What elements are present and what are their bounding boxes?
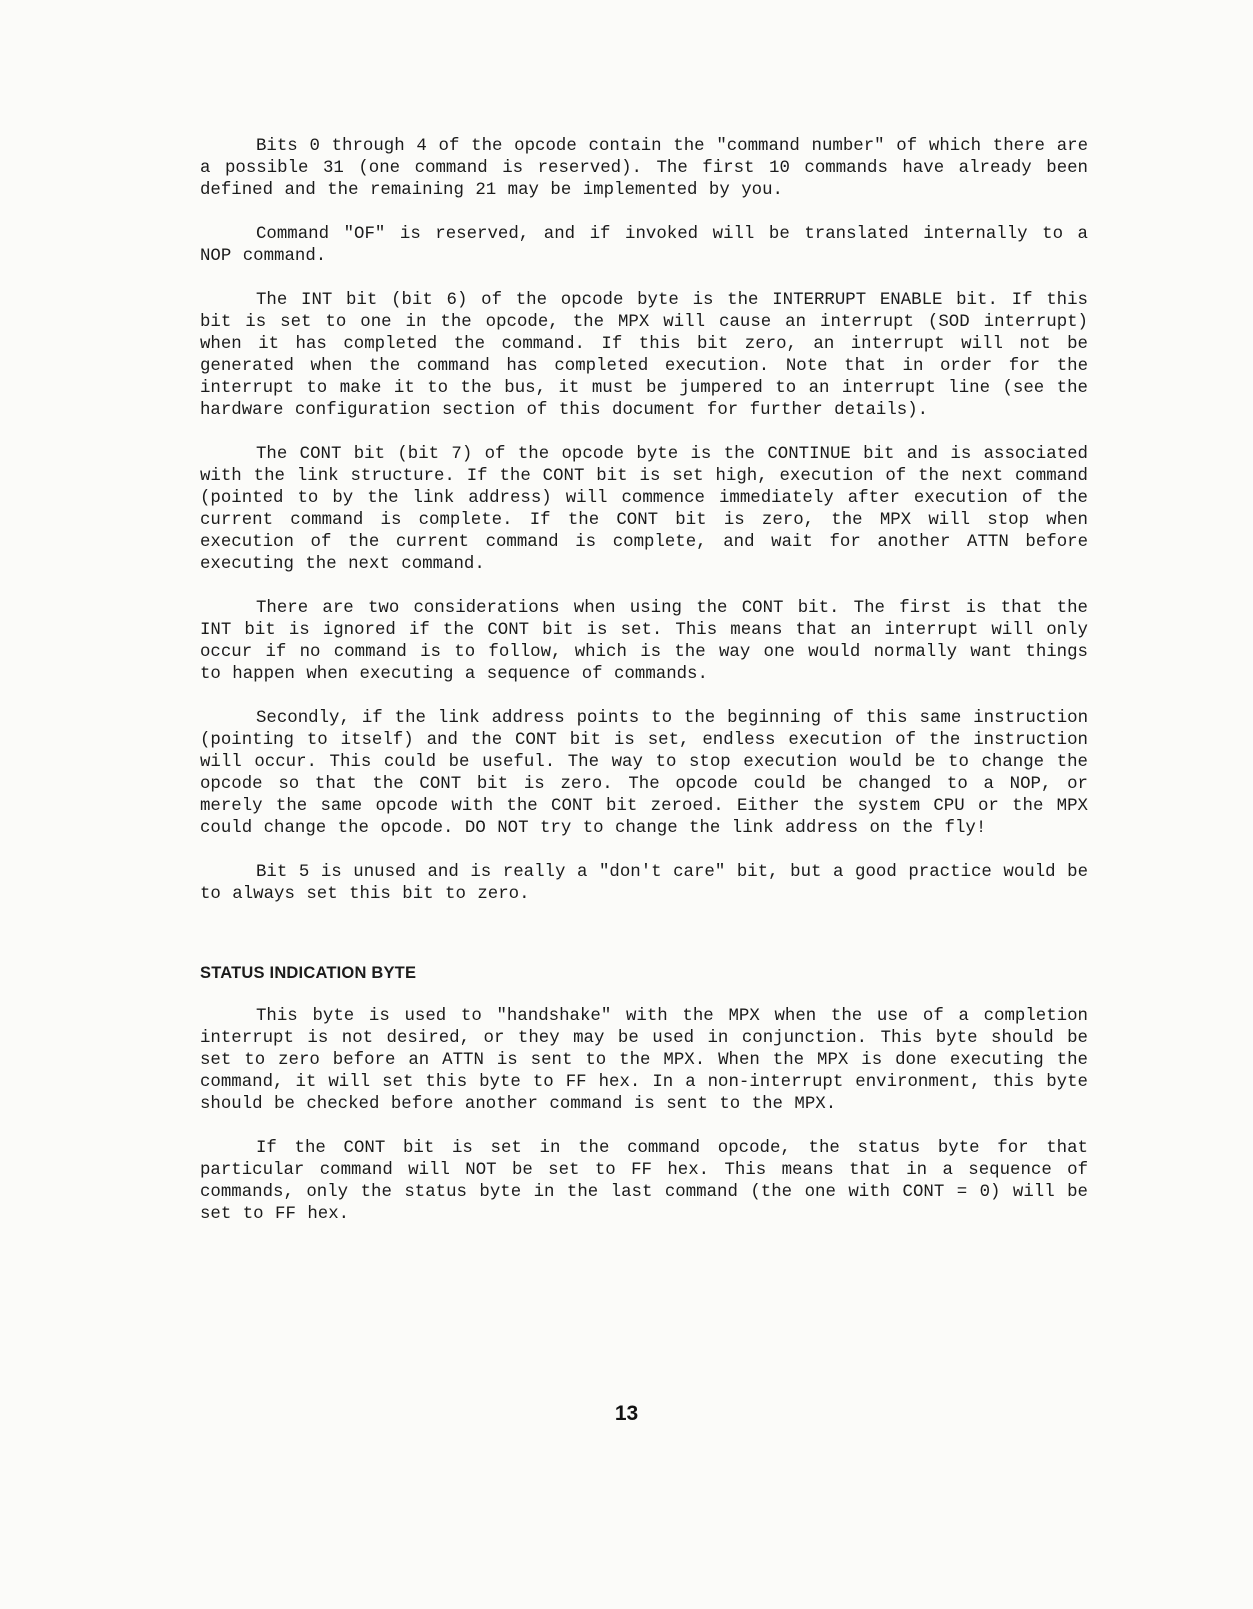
paragraph-link-self-pointing: Secondly, if the link address points to the beginning of this same instruction (pointing to itself) and the CONT bit is set, endless execution of the instruction will occur. This could be useful. The way to stop execution would be to change the opcode so that the CONT bit is zero. The opcode could be changed to a NOP, or merely the same opcode with the CONT bit zeroed. Either the system CPU or the MPX could change the opcode. DO NOT try to change the link address on the fly!	[200, 709, 1088, 838]
paragraph-status-cont-bit: If the CONT bit is set in the command opcode, the status byte for that particular command will NOT be set to FF hex. This means that in a sequence of commands, only the status byte in the last command (the one with CONT = 0) will be set to FF hex.	[200, 1139, 1088, 1224]
page-number: 13	[614, 1402, 639, 1425]
paragraph-bit-5-unused: Bit 5 is unused and is really a "don't care" bit, but a good practice would be to always set this bit to zero.	[200, 863, 1088, 904]
paragraph-command-of-reserved: Command "OF" is reserved, and if invoked will be translated internally to a NOP command.	[200, 225, 1088, 266]
paragraph-command-number: Bits 0 through 4 of the opcode contain the "command number" of which there are a possible 31 (one command is reserved). The first 10 commands have already been defined and the remaining 21 may be implemented by you.	[200, 137, 1088, 200]
paragraph-cont-considerations: There are two considerations when using the CONT bit. The first is that the INT bit is ignored if the CONT bit is set. This means that an interrupt will only occur if no command is to follow, which is the way one would normally want things to happen when executing a sequence of commands.	[200, 599, 1088, 684]
paragraph-cont-bit: The CONT bit (bit 7) of the opcode byte is the CONTINUE bit and is associated with the link structure. If the CONT bit is set high, execution of the next command (pointed to by the link address) will commence immediately after execution of the current command is complete. If the CONT bit is zero, the MPX will stop when execution of the current command is complete, and wait for another ATTN before executing the next command.	[200, 445, 1088, 574]
text-column	[200, 136, 1088, 1248]
section-heading-status-indication-byte: STATUS INDICATION BYTE	[200, 964, 417, 982]
paragraph-status-handshake: This byte is used to "handshake" with the MPX when the use of a completion interrupt is not desired, or they may be used in conjunction. This byte should be set to zero before an ATTN is sent to the MPX. When the MPX is done executing the command, it will set this byte to FF hex. In a non-interrupt environment, this byte should be checked before another command is sent to the MPX.	[200, 1007, 1088, 1114]
paragraph-int-bit: The INT bit (bit 6) of the opcode byte is the INTERRUPT ENABLE bit. If this bit is set to one in the opcode, the MPX will cause an interrupt (SOD interrupt) when it has completed the command. If this bit zero, an interrupt will not be generated when the command has completed execution. Note that in order for the interrupt to make it to the bus, it must be jumpered to an interrupt line (see the hardware configuration section of this document for further details).	[200, 291, 1088, 420]
